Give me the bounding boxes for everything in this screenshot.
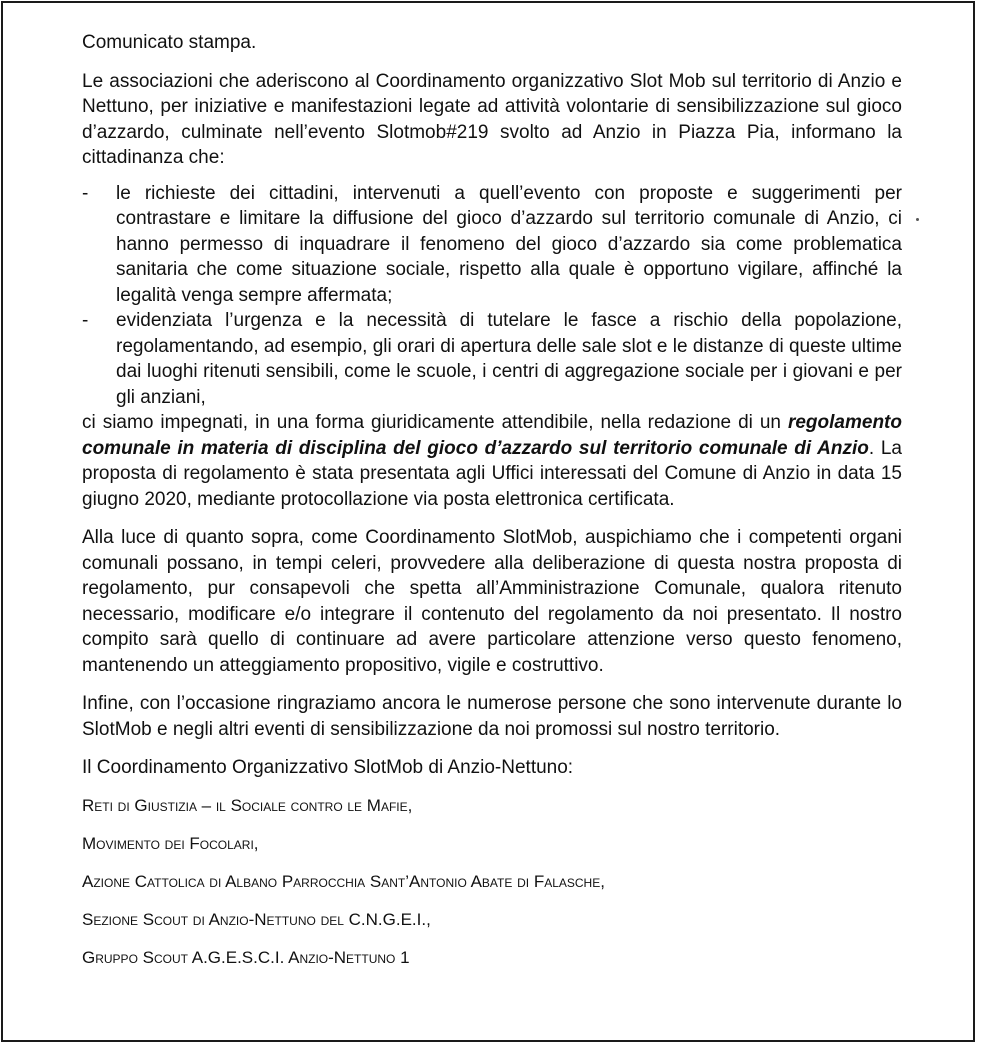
organization-name: Reti di Giustizia – il Sociale contro le Mafie,: [82, 795, 413, 815]
thanks-paragraph: Infine, con l’occasione ringraziamo ancora le numerose persone che sono intervenute durante lo SlotMob e negli altri eventi di sensibilizzazione da noi promossi sul nostro territorio.: [82, 693, 902, 740]
regulation-title-emphasis: regolamento comunale in materia di disciplina del gioco d’azzardo sul territorio comunale di Anzio: [82, 412, 902, 459]
document-title: Comunicato stampa.: [82, 32, 257, 53]
intro-paragraph: Le associazioni che aderiscono al Coordinamento organizzativo Slot Mob sul territorio di Anzio e Nettuno, per iniziative e manifestazioni legate ad attività volontarie di sensibilizzazione sul gioco d’azzardo, culminate nell’evento Slotmob#219 svolto ad Anzio in Piazza Pia, informano la cittadinanza che:: [82, 70, 902, 168]
organization-name: Sezione Scout di Anzio-Nettuno del C.N.G.E.I.,: [82, 909, 431, 929]
commitment-paragraph: [82, 410, 902, 512]
list-item-text: evidenziata l’urgenza e la necessità di tutelare le fasce a rischio della popolazione, regolamentando, ad esempio, gli orari di apertura delle sale slot e le distanze di queste ultime dai luoghi ritenuti sensibili, come le scuole, i centri di aggregazione sociale per i giovani e per gli anziani,: [116, 310, 902, 408]
commitment-text-before: ci siamo impegnati, in una forma giuridicamente attendibile, nella redazione di un: [82, 412, 788, 433]
list-dash-marker: -: [82, 182, 89, 204]
organization-name: Azione Cattolica di Albano Parrocchia Sant’Antonio Abate di Falasche,: [82, 871, 605, 891]
list-item: [82, 181, 902, 309]
hope-paragraph: Alla luce di quanto sopra, come Coordinamento SlotMob, auspichiamo che i competenti organi comunali possano, in tempi celeri, provvedere alla deliberazione di questa nostra proposta di regolamento, pur consapevoli che spetta all’Amministrazione Comunale, qualora ritenuto necessario, modificare e/o integrare il contenuto del regolamento da noi presentato. Il nostro compito sarà quello di continuare ad avere particolare attenzione verso questo fenomeno, mantenendo un atteggiamento propositivo, vigile e costruttivo.: [82, 527, 902, 676]
commitment-text-after: . La proposta di regolamento è stata presentata agli Uffici interessati del Comune di Anzio in data 15 giugno 2020, mediante protocollazione via posta elettronica certificata.: [82, 437, 902, 510]
list-dash-marker: -: [82, 310, 89, 331]
list-item: [82, 308, 902, 410]
organization-name: Gruppo Scout A.G.E.S.C.I. Anzio-Nettuno 1: [82, 947, 410, 967]
list-item-text: le richieste dei cittadini, intervenuti a quell’evento con proposte e suggerimenti per contrastare e limitare la diffusione del gioco d’azzardo sul territorio comunale di Anzio, ci hanno permesso di inquadrare il fenomeno del gioco d’azzardo sia come problematica sanitaria che come situazione sociale, rispetto alla quale è opportuno vigilare, affinché la legalità venga sempre affermata;: [116, 182, 902, 306]
scan-speck: [916, 218, 919, 221]
request-list: [82, 181, 902, 411]
press-release-document: [82, 30, 902, 969]
organization-name: Movimento dei Focolari,: [82, 833, 259, 853]
signature-heading: Il Coordinamento Organizzativo SlotMob di Anzio-Nettuno:: [82, 757, 574, 778]
